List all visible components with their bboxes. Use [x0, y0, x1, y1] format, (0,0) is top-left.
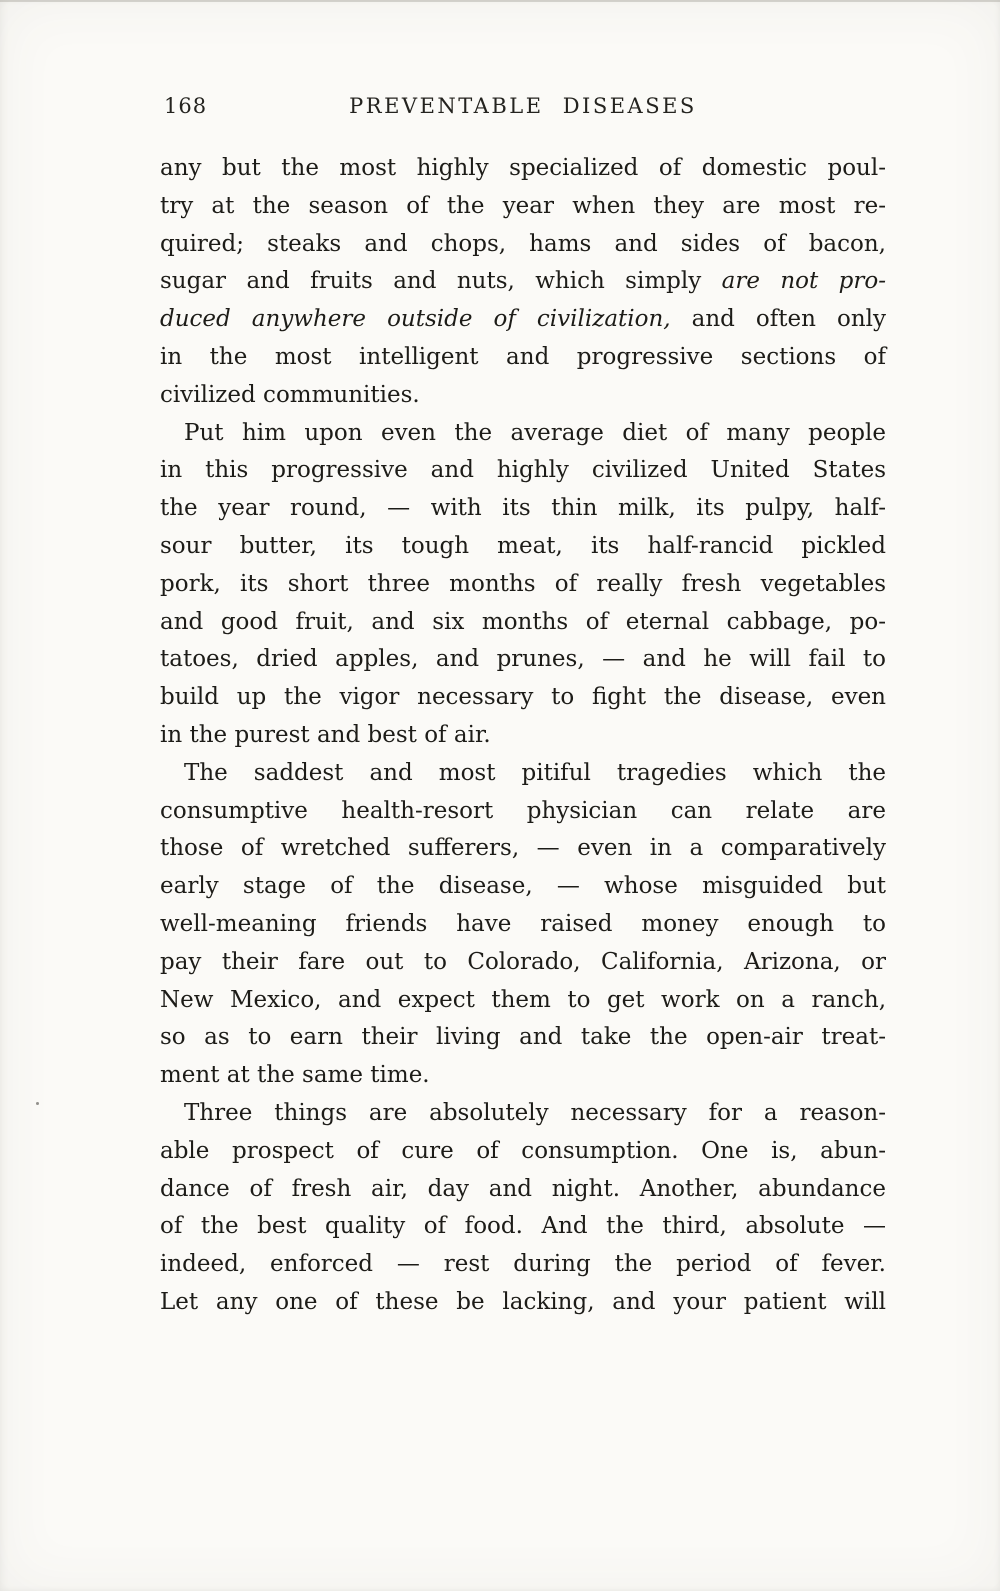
text-segment: any but the most highly specialized of domestic poul-	[160, 155, 886, 181]
text-segment: the year round, — with its thin milk, its pulpy, half-	[160, 495, 886, 522]
text-segment: and often only	[670, 306, 887, 333]
text-line	[160, 263, 886, 301]
text-segment: build up the vigor necessary to fight the disease, even	[160, 684, 886, 711]
text-line	[160, 868, 886, 906]
text-segment: The saddest and most pitiful tragedies which the	[184, 759, 886, 786]
text-segment: those of wretched sufferers, — even in a comparatively	[160, 835, 886, 862]
text-segment: so as to earn their living and take the open-air treat-	[160, 1024, 886, 1051]
text-line	[160, 793, 886, 831]
text-line	[160, 717, 886, 755]
text-line	[160, 528, 886, 566]
running-title: PREVENTABLE DISEASES	[349, 94, 697, 118]
text-line	[160, 452, 886, 490]
text-segment: quired; steaks and chops, hams and sides of bacon,	[160, 230, 886, 257]
text-line	[160, 226, 886, 264]
text-line	[160, 339, 886, 377]
text-segment: early stage of the disease, — whose misguided but	[160, 873, 886, 900]
text-line	[160, 377, 886, 415]
text-line	[160, 679, 886, 717]
text-segment: Put him upon even the average diet of many people	[184, 419, 886, 446]
text-line	[160, 1246, 886, 1284]
text-line	[160, 755, 886, 793]
text-block	[160, 150, 886, 1322]
text-segment: pork, its short three months of really fresh vegetables	[160, 570, 886, 597]
scan-artifact-dot	[36, 1102, 39, 1105]
text-line	[160, 1019, 886, 1057]
page-header	[160, 94, 886, 124]
text-segment: indeed, enforced — rest during the period of fever.	[160, 1251, 886, 1278]
text-line	[160, 906, 886, 944]
text-line	[160, 641, 886, 679]
text-segment: New Mexico, and expect them to get work on a ranch,	[160, 986, 886, 1013]
text-segment: tatoes, dried apples, and prunes, — and he will fail to	[160, 646, 886, 673]
text-segment: ment at the same time.	[160, 1062, 430, 1089]
text-segment: in the most intelligent and progressive sections of	[160, 343, 886, 370]
italic-text-segment: are not pro-	[721, 268, 886, 295]
text-line	[160, 604, 886, 642]
text-segment: sugar and fruits and nuts, which simply	[160, 268, 722, 295]
text-line	[160, 415, 886, 453]
text-segment: in this progressive and highly civilized United States	[160, 457, 886, 484]
text-line	[160, 1133, 886, 1171]
text-line	[160, 301, 886, 339]
text-line	[160, 150, 886, 188]
text-line	[160, 944, 886, 982]
italic-text-segment: duced anywhere outside of civilization,	[160, 306, 671, 333]
page-number: 168	[164, 94, 208, 118]
text-line	[160, 1284, 886, 1322]
text-line	[160, 1171, 886, 1209]
text-line	[160, 1057, 886, 1095]
text-line	[160, 830, 886, 868]
text-segment: in the purest and best of air.	[160, 721, 491, 748]
text-line	[160, 490, 886, 528]
text-segment: of the best quality of food. And the third, absolute —	[160, 1213, 886, 1240]
text-line	[160, 188, 886, 226]
text-segment: try at the season of the year when they are most re-	[160, 192, 886, 219]
text-segment: Let any one of these be lacking, and your patient will	[160, 1288, 886, 1315]
text-segment: pay their fare out to Colorado, California, Arizona, or	[160, 948, 886, 975]
text-segment: and good fruit, and six months of eternal cabbage, po-	[160, 608, 886, 635]
text-line	[160, 1095, 886, 1133]
text-segment: well-meaning friends have raised money enough to	[160, 910, 886, 937]
text-segment: consumptive health-resort physician can relate are	[160, 797, 886, 824]
text-segment: dance of fresh air, day and night. Another, abundance	[160, 1175, 886, 1202]
text-segment: able prospect of cure of consumption. One is, abun-	[160, 1137, 886, 1164]
text-segment: civilized communities.	[160, 381, 420, 408]
text-segment: sour butter, its tough meat, its half-rancid pickled	[160, 532, 886, 559]
text-line	[160, 566, 886, 604]
text-line	[160, 982, 886, 1020]
text-line	[160, 1208, 886, 1246]
text-segment: Three things are absolutely necessary for a reason-	[184, 1099, 886, 1126]
